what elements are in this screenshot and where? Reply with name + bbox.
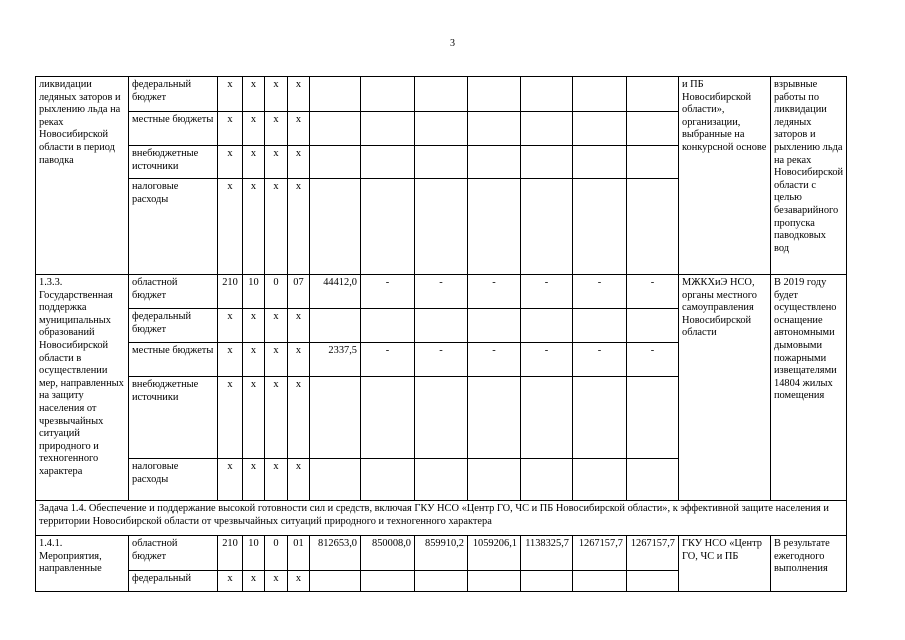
table-row: [36, 536, 847, 571]
value-cell: [627, 112, 679, 146]
code-cell: 0: [265, 275, 288, 309]
value-cell: [415, 459, 468, 501]
value-cell: 1138325,7: [521, 536, 573, 571]
event-cell: 1.4.1. Мероприятия, направленные: [36, 536, 129, 592]
source-cell: федеральный бюджет: [129, 309, 218, 343]
code-cell: x: [243, 343, 265, 377]
code-cell: x: [243, 309, 265, 343]
value-cell: [415, 77, 468, 112]
value-cell: [468, 571, 521, 592]
value-cell: [310, 377, 361, 459]
code-cell: x: [218, 459, 243, 501]
value-cell: [627, 309, 679, 343]
value-cell: [468, 459, 521, 501]
value-cell: [627, 179, 679, 275]
value-cell: -: [468, 343, 521, 377]
value-cell: [415, 112, 468, 146]
value-cell: -: [415, 275, 468, 309]
code-cell: x: [218, 179, 243, 275]
value-cell: -: [468, 275, 521, 309]
code-cell: x: [288, 377, 310, 459]
source-cell: федеральный бюджет: [129, 77, 218, 112]
table-row: [36, 77, 847, 112]
code-cell: x: [243, 571, 265, 592]
code-cell: x: [265, 309, 288, 343]
code-cell: x: [265, 343, 288, 377]
code-cell: x: [243, 179, 265, 275]
value-cell: 1267157,7: [573, 536, 627, 571]
value-cell: [521, 459, 573, 501]
value-cell: 1267157,7: [627, 536, 679, 571]
value-cell: [415, 377, 468, 459]
value-cell: [415, 179, 468, 275]
code-cell: x: [243, 112, 265, 146]
code-cell: x: [265, 112, 288, 146]
executor-cell: МЖКХиЭ НСО, органы местного самоуправления Новосибирской области: [679, 275, 771, 501]
value-cell: [573, 179, 627, 275]
code-cell: x: [243, 77, 265, 112]
value-cell: -: [521, 343, 573, 377]
code-cell: 210: [218, 536, 243, 571]
code-cell: x: [265, 146, 288, 179]
value-cell: -: [573, 343, 627, 377]
value-cell: -: [573, 275, 627, 309]
value-cell: [573, 459, 627, 501]
value-cell: [415, 309, 468, 343]
source-cell: местные бюджеты: [129, 112, 218, 146]
value-cell: [361, 309, 415, 343]
code-cell: 07: [288, 275, 310, 309]
value-cell: [521, 146, 573, 179]
source-cell: налоговые расходы: [129, 459, 218, 501]
code-cell: 10: [243, 275, 265, 309]
code-cell: x: [265, 77, 288, 112]
value-cell: [573, 112, 627, 146]
value-cell: [521, 309, 573, 343]
code-cell: x: [218, 309, 243, 343]
source-cell: федеральный: [129, 571, 218, 592]
event-cell: ликвидации ледяных заторов и рыхлению льда на реках Новосибирской области в период паводка: [36, 77, 129, 275]
value-cell: [468, 77, 521, 112]
code-cell: x: [243, 459, 265, 501]
value-cell: [573, 377, 627, 459]
value-cell: [361, 112, 415, 146]
value-cell: [310, 179, 361, 275]
code-cell: 01: [288, 536, 310, 571]
code-cell: x: [265, 459, 288, 501]
code-cell: x: [288, 571, 310, 592]
source-cell: областной бюджет: [129, 536, 218, 571]
code-cell: x: [288, 309, 310, 343]
executor-cell: и ПБ Новосибирской области», организации, выбранные на конкурсной основе: [679, 77, 771, 275]
value-cell: [361, 146, 415, 179]
value-cell: -: [415, 343, 468, 377]
source-cell: налоговые расходы: [129, 179, 218, 275]
code-cell: x: [265, 571, 288, 592]
code-cell: x: [265, 179, 288, 275]
value-cell: 812653,0: [310, 536, 361, 571]
value-cell: -: [361, 275, 415, 309]
code-cell: x: [288, 343, 310, 377]
event-cell: 1.3.3. Государственная поддержка муниципальных образований Новосибирской области в осуществлении мер, направленных на защиту населения от чрезвычайных ситуаций природного и техногенного характера: [36, 275, 129, 501]
value-cell: 850008,0: [361, 536, 415, 571]
code-cell: x: [288, 459, 310, 501]
value-cell: 1059206,1: [468, 536, 521, 571]
result-cell: взрывные работы по ликвидации ледяных заторов и рыхлению льда на реках Новосибирской области с целью безаварийного пропуска паводковых вод: [771, 77, 847, 275]
code-cell: 10: [243, 536, 265, 571]
value-cell: [310, 77, 361, 112]
code-cell: x: [218, 112, 243, 146]
code-cell: x: [243, 146, 265, 179]
value-cell: [361, 377, 415, 459]
value-cell: [573, 77, 627, 112]
code-cell: x: [288, 146, 310, 179]
value-cell: -: [627, 275, 679, 309]
value-cell: [468, 146, 521, 179]
task-row: [36, 501, 847, 536]
value-cell: [468, 309, 521, 343]
code-cell: x: [218, 571, 243, 592]
value-cell: 859910,2: [415, 536, 468, 571]
code-cell: 0: [265, 536, 288, 571]
page-number: 3: [450, 38, 455, 49]
code-cell: 210: [218, 275, 243, 309]
code-cell: x: [288, 179, 310, 275]
value-cell: [361, 459, 415, 501]
value-cell: 44412,0: [310, 275, 361, 309]
value-cell: [521, 77, 573, 112]
value-cell: [521, 179, 573, 275]
value-cell: [310, 309, 361, 343]
value-cell: [521, 377, 573, 459]
value-cell: [310, 459, 361, 501]
value-cell: [573, 146, 627, 179]
value-cell: [468, 377, 521, 459]
value-cell: [310, 146, 361, 179]
value-cell: [521, 571, 573, 592]
value-cell: [361, 571, 415, 592]
task-text: Задача 1.4. Обеспечение и поддержание высокой готовности сил и средств, включая ГКУ НСО «Центр ГО, ЧС и ПБ Новосибирской области», к эффективной защите населения и территории Новосибирской области от чрезвычайных ситуаций природного и техногенного характера: [36, 501, 847, 536]
value-cell: 2337,5: [310, 343, 361, 377]
value-cell: [627, 459, 679, 501]
code-cell: x: [288, 77, 310, 112]
table-row: [36, 275, 847, 309]
code-cell: x: [243, 377, 265, 459]
value-cell: [415, 571, 468, 592]
value-cell: [468, 112, 521, 146]
source-cell: областной бюджет: [129, 275, 218, 309]
value-cell: [573, 571, 627, 592]
value-cell: [361, 179, 415, 275]
code-cell: x: [218, 146, 243, 179]
value-cell: [521, 112, 573, 146]
source-cell: внебюджетные источники: [129, 377, 218, 459]
source-cell: внебюджетные источники: [129, 146, 218, 179]
value-cell: [415, 146, 468, 179]
value-cell: [310, 571, 361, 592]
value-cell: -: [521, 275, 573, 309]
code-cell: x: [288, 112, 310, 146]
budget-table: [35, 76, 847, 592]
value-cell: [627, 77, 679, 112]
value-cell: [573, 309, 627, 343]
value-cell: [310, 112, 361, 146]
value-cell: [627, 377, 679, 459]
source-cell: местные бюджеты: [129, 343, 218, 377]
code-cell: x: [218, 377, 243, 459]
value-cell: -: [627, 343, 679, 377]
code-cell: x: [218, 77, 243, 112]
value-cell: [468, 179, 521, 275]
value-cell: [627, 146, 679, 179]
value-cell: [627, 571, 679, 592]
result-cell: В результате ежегодного выполнения: [771, 536, 847, 592]
code-cell: x: [265, 377, 288, 459]
result-cell: В 2019 году будет осуществлено оснащение автономными дымовыми пожарными извещателями 14804 жилых помещения: [771, 275, 847, 501]
value-cell: -: [361, 343, 415, 377]
value-cell: [361, 77, 415, 112]
code-cell: x: [218, 343, 243, 377]
executor-cell: ГКУ НСО «Центр ГО, ЧС и ПБ: [679, 536, 771, 592]
